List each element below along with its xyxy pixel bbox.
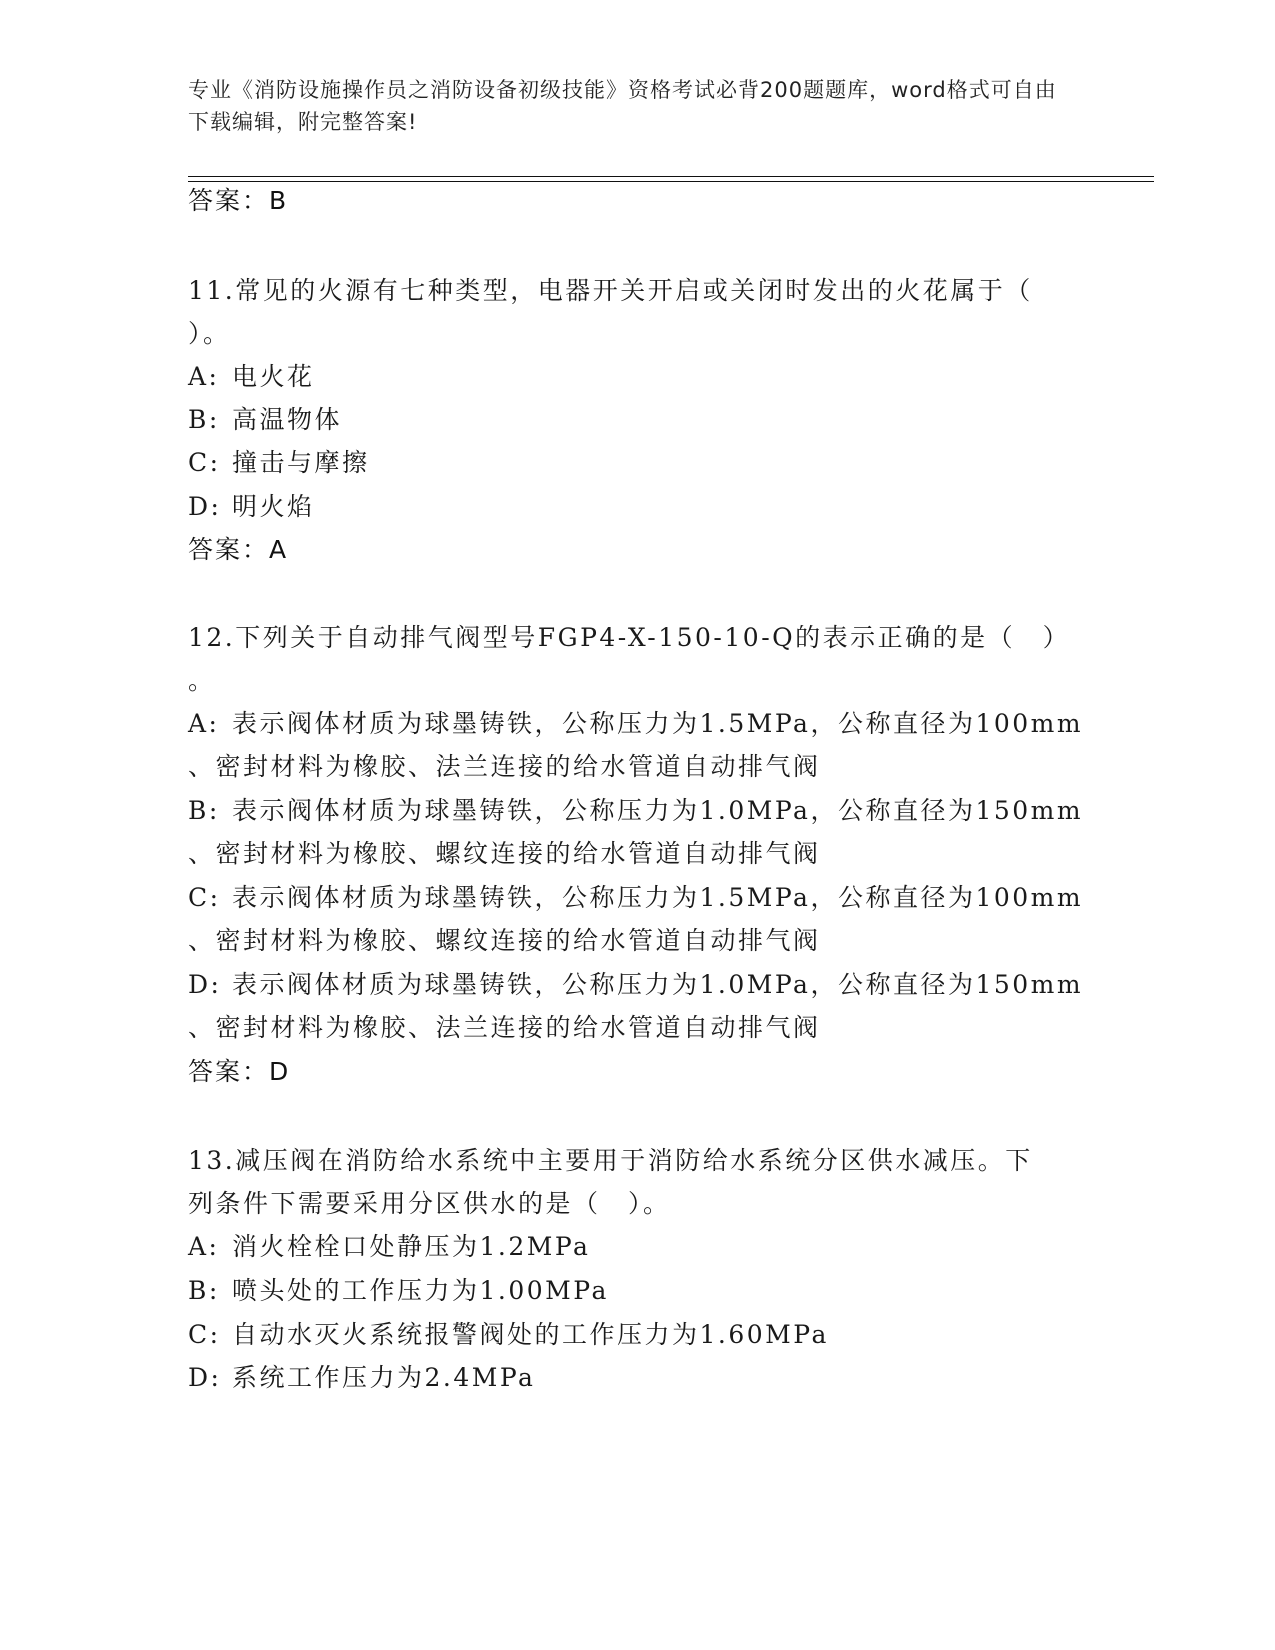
q12-option-b-line1 — [188, 796, 1083, 826]
q12-option-c-line1 — [188, 883, 1083, 913]
q11-answer: 答案：A — [188, 535, 289, 564]
q13-option-d-text: 系统工作压力为2.4MPa — [232, 1363, 536, 1392]
q11-option-d-label: D: — [188, 492, 222, 521]
header-divider — [188, 176, 1154, 182]
q13-option-c — [188, 1320, 829, 1350]
q11-option-c — [188, 448, 370, 478]
q12-option-c-line2: 、密封材料为橡胶、螺纹连接的给水管道自动排气阀 — [188, 926, 821, 955]
q12-option-b-text: 表示阀体材质为球墨铸铁，公称压力为1.0MPa，公称直径为150mm — [232, 796, 1084, 825]
q12-option-c-text: 表示阀体材质为球墨铸铁，公称压力为1.5MPa，公称直径为100mm — [232, 883, 1084, 912]
q12-stem-line2: 。 — [188, 666, 216, 695]
q12-option-a-text: 表示阀体材质为球墨铸铁，公称压力为1.5MPa，公称直径为100mm — [232, 709, 1084, 738]
q11-option-b — [188, 405, 342, 435]
q12-option-d-text: 表示阀体材质为球墨铸铁，公称压力为1.0MPa，公称直径为150mm — [232, 970, 1084, 999]
q12-option-d-line1 — [188, 970, 1083, 1000]
document-header: 专业《消防设施操作员之消防设备初级技能》资格考试必背200题题库，word格式可自由下载编辑，附完整答案! — [188, 78, 1057, 134]
q11-option-b-text: 高温物体 — [232, 405, 343, 434]
q11-option-a — [188, 362, 315, 392]
q12-option-a-line2: 、密封材料为橡胶、法兰连接的给水管道自动排气阀 — [188, 752, 821, 781]
q11-option-d — [188, 492, 315, 522]
q12-option-a-label: A: — [188, 709, 220, 738]
q12-option-c-label: C: — [188, 883, 221, 912]
q11-option-c-label: C: — [188, 448, 221, 477]
q13-option-d-label: D: — [188, 1363, 222, 1392]
q13-stem-line1: 13.减压阀在消防给水系统中主要用于消防给水系统分区供水减压。下 — [188, 1146, 1033, 1175]
q11-option-d-text: 明火焰 — [232, 492, 315, 521]
q13-option-b — [188, 1276, 609, 1306]
q12-option-d-label: D: — [188, 970, 222, 999]
q13-option-a-label: A: — [188, 1232, 220, 1261]
q11-stem-line1: 11.常见的火源有七种类型，电器开关开启或关闭时发出的火花属于（ — [188, 276, 1033, 305]
q11-option-a-text: 电火花 — [232, 362, 315, 391]
answer-10: 答案：B — [188, 186, 289, 215]
q13-option-a-text: 消火栓栓口处静压为1.2MPa — [232, 1232, 591, 1261]
q11-option-c-text: 撞击与摩擦 — [232, 448, 370, 477]
q12-stem-line1: 12.下列关于自动排气阀型号FGP4-X-150-10-Q的表示正确的是（ ） — [188, 623, 1071, 652]
q13-option-b-label: B: — [188, 1276, 220, 1305]
q11-stem-line2: ）。 — [188, 319, 231, 348]
q12-option-a-line1 — [188, 709, 1083, 739]
q11-option-b-label: B: — [188, 405, 220, 434]
q13-option-c-label: C: — [188, 1320, 221, 1349]
q11-option-a-label: A: — [188, 362, 220, 391]
q12-option-d-line2: 、密封材料为橡胶、法兰连接的给水管道自动排气阀 — [188, 1013, 821, 1042]
q12-option-b-line2: 、密封材料为橡胶、螺纹连接的给水管道自动排气阀 — [188, 839, 821, 868]
q13-stem-line2: 列条件下需要采用分区供水的是（ ）。 — [188, 1189, 671, 1218]
q13-option-a — [188, 1232, 590, 1262]
q12-option-b-label: B: — [188, 796, 220, 825]
q13-option-c-text: 自动水灭火系统报警阀处的工作压力为1.60MPa — [232, 1320, 829, 1349]
q12-answer: 答案：D — [188, 1057, 291, 1086]
q13-option-d — [188, 1363, 535, 1393]
q13-option-b-text: 喷头处的工作压力为1.00MPa — [232, 1276, 609, 1305]
